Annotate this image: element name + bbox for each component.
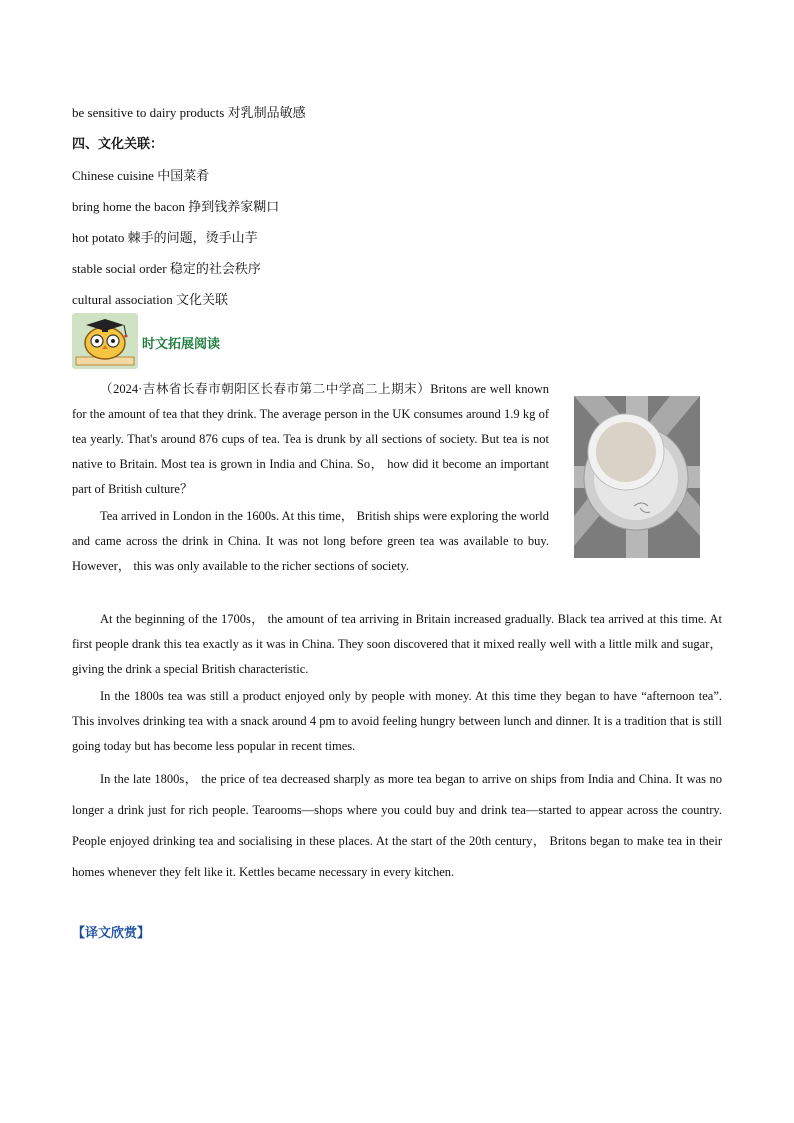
vocab-item: cultural association 文化关联 <box>72 292 228 307</box>
vocab-item: stable social order 稳定的社会秩序 <box>72 261 261 276</box>
owl-scholar-icon <box>72 313 138 369</box>
section-four-heading: 四、文化关联： <box>72 136 164 151</box>
vocab-item: Chinese cuisine 中国菜肴 <box>72 168 210 183</box>
paragraph-3: At the beginning of the 1700s， the amount of tea arriving in Britain increased gradually. Black tea arrived at this time. At first people drank this tea exactly as it was in China. They soon discovered that it mixed really well with a little milk and sugar， giving the drink a special British characteristic. <box>72 612 722 676</box>
tea-cup-photo <box>574 396 700 558</box>
paragraph-5: In the late 1800s， the price of tea decreased sharply as more tea began to arrive on ships from India and China. It was no longer a drink just for rich people. Tearooms—shops where you could buy and drink tea—started to appear across the country. People enjoyed drinking tea and socialising in these places. At the start of the 20th century， Britons began to make tea in their homes whenever they felt like it. Kettles became necessary in every kitchen. <box>72 772 722 879</box>
paragraph-1: （2024·吉林省长春市朝阳区长春市第二中学高二上期末）Britons are well known for the amount of tea that they drink. The average person in the UK consumes around 1.9 kg of tea yearly. That's around 876 cups of tea. Tea is drunk by all sections of society. But tea is not native to Britain. Most tea is grown in India and China. So， how did it become an important part of British culture？ <box>72 382 549 496</box>
paragraph-4: In the 1800s tea was still a product enjoyed only by people with money. At this time they began to have “afternoon tea”. This involves drinking tea with a snack around 4 pm to avoid feeling hungry between lunch and dinner. It is a tradition that is still going today but has become less popular in recent times. <box>72 689 722 753</box>
vocab-dairy: be sensitive to dairy products 对乳制品敏感 <box>72 105 306 120</box>
reading-section-title: 时文拓展阅读 <box>142 336 221 351</box>
vocab-item: bring home the bacon 挣到钱养家糊口 <box>72 199 280 214</box>
translation-heading: 【译文欣赏】 <box>72 925 151 940</box>
paragraph-2: Tea arrived in London in the 1600s. At this time， British ships were exploring the world and came across the drink in China. It was not long before green tea was available to buy. However， this was only available to the richer sections of society. <box>72 509 549 573</box>
vocab-item: hot potato 棘手的问题，烫手山芋 <box>72 230 258 245</box>
